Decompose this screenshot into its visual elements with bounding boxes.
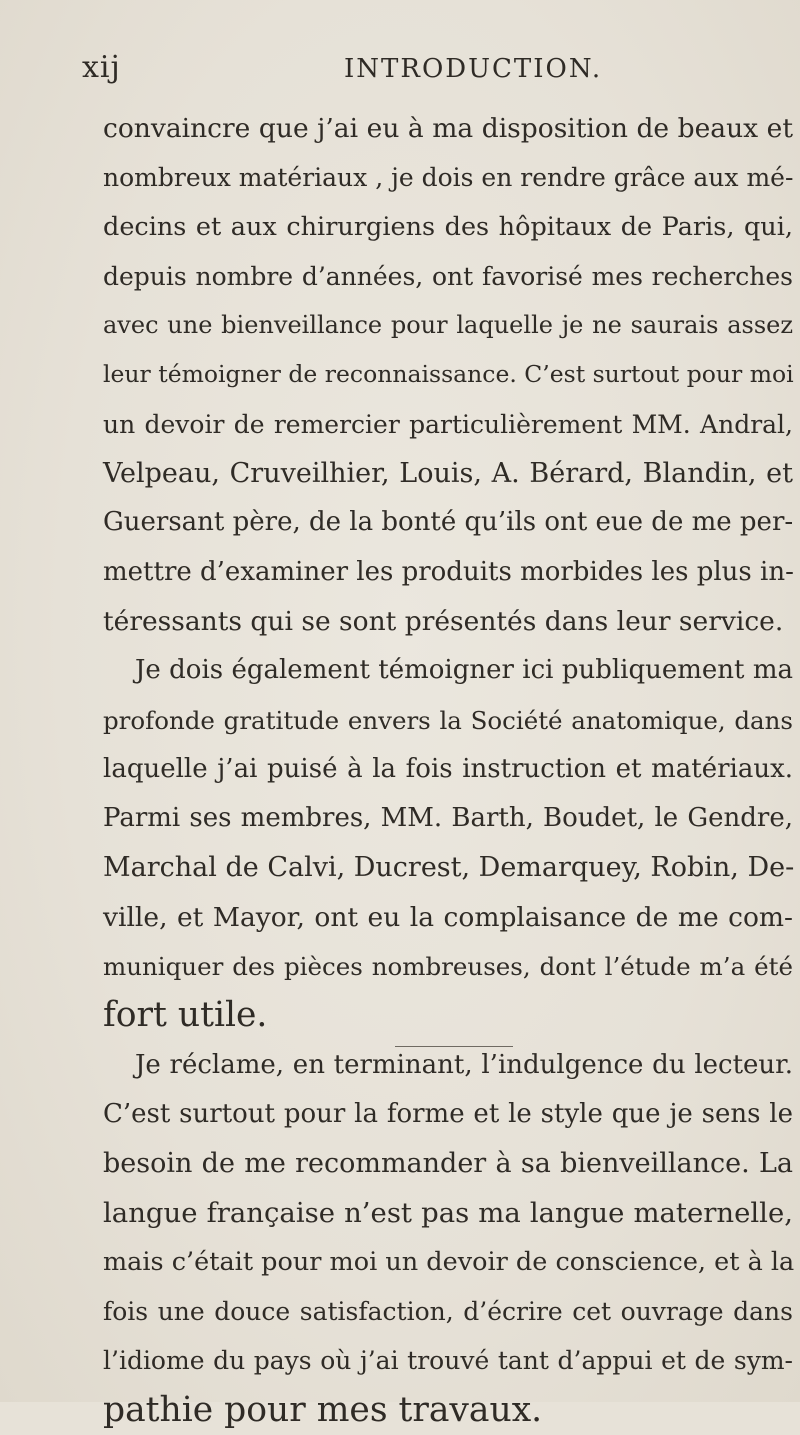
text-line: laquelle j’ai puisé à la fois instruction et matériaux.	[103, 753, 793, 784]
text-line: langue française n’est pas ma langue maternelle,	[103, 1196, 793, 1229]
text-line: ville, et Mayor, ont eu la complaisance de me com-	[103, 901, 793, 933]
running-title: INTRODUCTION.	[344, 54, 603, 84]
text-line: l’idiome du pays où j’ai trouvé tant d’appui et de sym-	[103, 1346, 793, 1376]
text-line: nombreux matériaux , je dois en rendre grâce aux mé-	[103, 163, 794, 193]
text-line: avec une bienveillance pour laquelle je ne saurais assez	[103, 311, 793, 340]
text-line: mettre d’examiner les produits morbides les plus in-	[103, 556, 794, 587]
text-line: un devoir de remercier particulièrement MM. Andral,	[103, 409, 793, 439]
text-line: muniquer des pièces nombreuses, dont l’étude m’a été	[103, 952, 793, 982]
body-text	[103, 104, 793, 1435]
text-line: profonde gratitude envers la Société anatomique, dans	[103, 705, 793, 735]
text-line: pathie pour mes travaux.	[103, 1389, 543, 1430]
text-line: besoin de me recommander à sa bienveillance. La	[103, 1148, 793, 1180]
text-line: decins et aux chirurgiens des hôpitaux de Paris, qui,	[103, 211, 793, 242]
paragraph-start: Je dois également témoigner ici publiquement ma	[135, 655, 793, 686]
text-line: leur témoigner de reconnaissance. C’est surtout pour moi	[103, 360, 794, 389]
text-line: Parmi ses membres, MM. Barth, Boudet, le Gendre,	[103, 803, 793, 834]
text-line: convaincre que j’ai eu à ma disposition de beaux et	[103, 113, 793, 144]
text-line: C’est surtout pour la forme et le style que je sens le	[103, 1098, 793, 1129]
text-line: fort utile.	[103, 995, 268, 1036]
page-header	[82, 50, 742, 90]
text-line: Guersant père, de la bonté qu’ils ont eue de me per-	[103, 507, 794, 538]
page-number: xij	[82, 50, 121, 85]
text-line: mais c’était pour moi un devoir de conscience, et à la	[103, 1246, 795, 1277]
text-line: fois une douce satisfaction, d’écrire cet ouvrage dans	[103, 1297, 793, 1327]
section-rule	[395, 1046, 513, 1047]
text-line: depuis nombre d’années, ont favorisé mes recherches	[103, 261, 793, 291]
text-line: Velpeau, Cruveilhier, Louis, A. Bérard, Blandin, et	[103, 458, 793, 490]
text-line: téressants qui se sont présentés dans leur service.	[103, 605, 784, 637]
paragraph-start: Je réclame, en terminant, l’indulgence du lecteur.	[135, 1049, 793, 1080]
text-line: Marchal de Calvi, Ducrest, Demarquey, Robin, De-	[103, 852, 795, 884]
